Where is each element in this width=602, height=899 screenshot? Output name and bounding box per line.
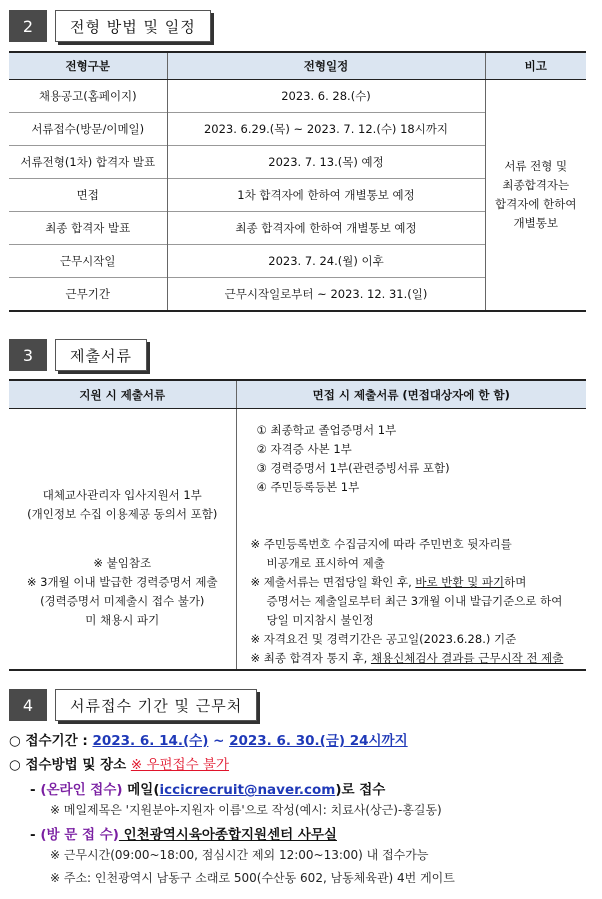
period-end: 2023. 6. 30.(금) <box>229 733 346 749</box>
note-line: 최종합격자는 <box>502 178 570 192</box>
online-note: ※ 메일제목은 '지원분야-지원자 이름'으로 작성(예시: 치료사(상근)-홍길동) <box>50 803 442 817</box>
no-mail-warning: ※ 우편접수 불가 <box>130 757 230 773</box>
stage-cell: 근무시작일 <box>9 245 167 278</box>
schedule-cell: 최종 합격자에 한하여 개별통보 예정 <box>167 212 485 245</box>
online-tag: (온라인 접수) <box>40 782 123 798</box>
header-note: 비고 <box>485 52 586 80</box>
section-3-title: 제출서류 <box>55 339 147 371</box>
schedule-cell: 2023. 7. 24.(월) 이후 <box>167 245 485 278</box>
visit-place: 인천광역시육아종합지원센터 사무실 <box>118 827 337 843</box>
interview-note-line: ※ 자격요건 및 경력기간은 공고일(2023.6.28.) 기준 <box>250 632 517 646</box>
section-2-header <box>9 10 211 42</box>
interview-note-line: 당일 미지참시 불인정 <box>266 613 374 627</box>
table-row <box>9 409 586 671</box>
schedule-header-row <box>9 52 586 80</box>
note-text: 하며 <box>504 575 527 589</box>
section-4-header <box>9 689 257 721</box>
schedule-cell: 2023. 6.29.(목) ~ 2023. 7. 12.(수) 18시까지 <box>167 113 485 146</box>
header-schedule: 전형일정 <box>167 52 485 80</box>
section-2-title: 전형 방법 및 일정 <box>55 10 211 42</box>
online-dash: - <box>30 782 41 798</box>
interview-note-line: 증명서는 제출일로부터 최근 3개월 이내 발급기준으로 하여 <box>266 594 563 608</box>
apply-note-line: 미 채용시 파기 <box>85 613 160 627</box>
header-stage: 전형구분 <box>9 52 167 80</box>
note-line: 합격자에 한하여 <box>495 197 577 211</box>
interview-docs-cell <box>236 409 586 671</box>
apply-docs-cell <box>9 409 236 671</box>
section-4-number: 4 <box>9 689 47 721</box>
note-underlined: 채용신체검사 결과를 근무시작 전 제출 <box>370 651 564 665</box>
stage-cell: 서류전형(1차) 합격자 발표 <box>9 146 167 179</box>
note-text: ※ 최종 합격자 통지 후, <box>250 651 371 665</box>
section-3-header <box>9 339 147 371</box>
online-text: 메일( <box>122 782 160 798</box>
note-line: 개별통보 <box>513 216 558 230</box>
section-2-number: 2 <box>9 10 47 42</box>
documents-header-row <box>9 380 586 409</box>
interview-note-line <box>251 649 581 668</box>
apply-note-line: (경력증명서 미제출시 접수 불가) <box>40 594 205 608</box>
interview-note-line <box>251 573 581 592</box>
schedule-cell: 1차 합격자에 한하여 개별통보 예정 <box>167 179 485 212</box>
interview-doc-item: ② 자격증 사본 1부 <box>256 442 352 456</box>
stage-cell: 서류접수(방문/이메일) <box>9 113 167 146</box>
online-line <box>30 778 385 798</box>
stage-cell: 채용공고(홈페이지) <box>9 80 167 113</box>
email-link[interactable]: iccicrecruit@naver.com <box>159 782 336 798</box>
section-3-number: 3 <box>9 339 47 371</box>
section-4-title: 서류접수 기간 및 근무처 <box>55 689 257 721</box>
visit-tag: (방 문 접 수) <box>40 827 119 843</box>
visit-dash: - <box>30 827 41 843</box>
apply-note-line: ※ 붙임참조 <box>93 556 152 570</box>
period-label: ○ 접수기간 <box>9 733 78 749</box>
schedule-cell: 2023. 6. 28.(수) <box>167 80 485 113</box>
visit-note-hours: ※ 근무시간(09:00~18:00, 점심시간 제외 12:00~13:00) 내 접수가능 <box>50 848 429 862</box>
stage-cell: 면접 <box>9 179 167 212</box>
note-underlined: 바로 반환 및 파기 <box>415 575 505 589</box>
apply-note-line: ※ 3개월 이내 발급한 경력증명서 제출 <box>26 575 218 589</box>
interview-note-line: 비공개로 표시하여 제출 <box>266 556 385 570</box>
documents-table <box>9 379 586 671</box>
schedule-table <box>9 51 586 312</box>
period-tilde: ~ <box>208 733 230 749</box>
header-interview-docs: 면접 시 제출서류 (면접대상자에 한 함) <box>236 380 586 409</box>
interview-note-line: ※ 주민등록번호 수집금지에 따라 주민번호 뒷자리를 <box>250 537 512 551</box>
interview-doc-item: ① 최종학교 졸업증명서 1부 <box>256 423 397 437</box>
visit-line <box>30 823 337 843</box>
method-label: ○ 접수방법 및 장소 <box>9 757 131 773</box>
note-text: ※ 제출서류는 면접당일 확인 후, <box>250 575 416 589</box>
period-start: 2023. 6. 14.(수) <box>92 733 209 749</box>
header-apply-docs: 지원 시 제출서류 <box>9 380 236 409</box>
visit-note-address: ※ 주소: 인천광역시 남동구 소래로 500(수산동 602, 남동체육관) 4번 게이트 <box>50 871 455 885</box>
interview-doc-item: ④ 주민등록등본 1부 <box>256 480 360 494</box>
table-row <box>9 80 586 113</box>
online-end: )로 접수 <box>335 782 386 798</box>
stage-cell: 근무기간 <box>9 278 167 312</box>
interview-doc-item: ③ 경력증명서 1부(관련증빙서류 포함) <box>256 461 450 475</box>
period-time: 24시까지 <box>345 733 408 749</box>
note-cell <box>485 80 586 312</box>
apply-doc-line: (개인정보 수집 이용제공 동의서 포함) <box>27 507 218 521</box>
apply-doc-line: 대체교사관리자 입사지원서 1부 <box>42 488 202 502</box>
schedule-cell: 근무시작일로부터 ~ 2023. 12. 31.(일) <box>167 278 485 312</box>
period-line <box>9 729 408 749</box>
method-line <box>9 753 229 773</box>
schedule-cell: 2023. 7. 13.(목) 예정 <box>167 146 485 179</box>
period-sep: : <box>77 733 93 749</box>
stage-cell: 최종 합격자 발표 <box>9 212 167 245</box>
note-line: 서류 전형 및 <box>504 159 568 173</box>
